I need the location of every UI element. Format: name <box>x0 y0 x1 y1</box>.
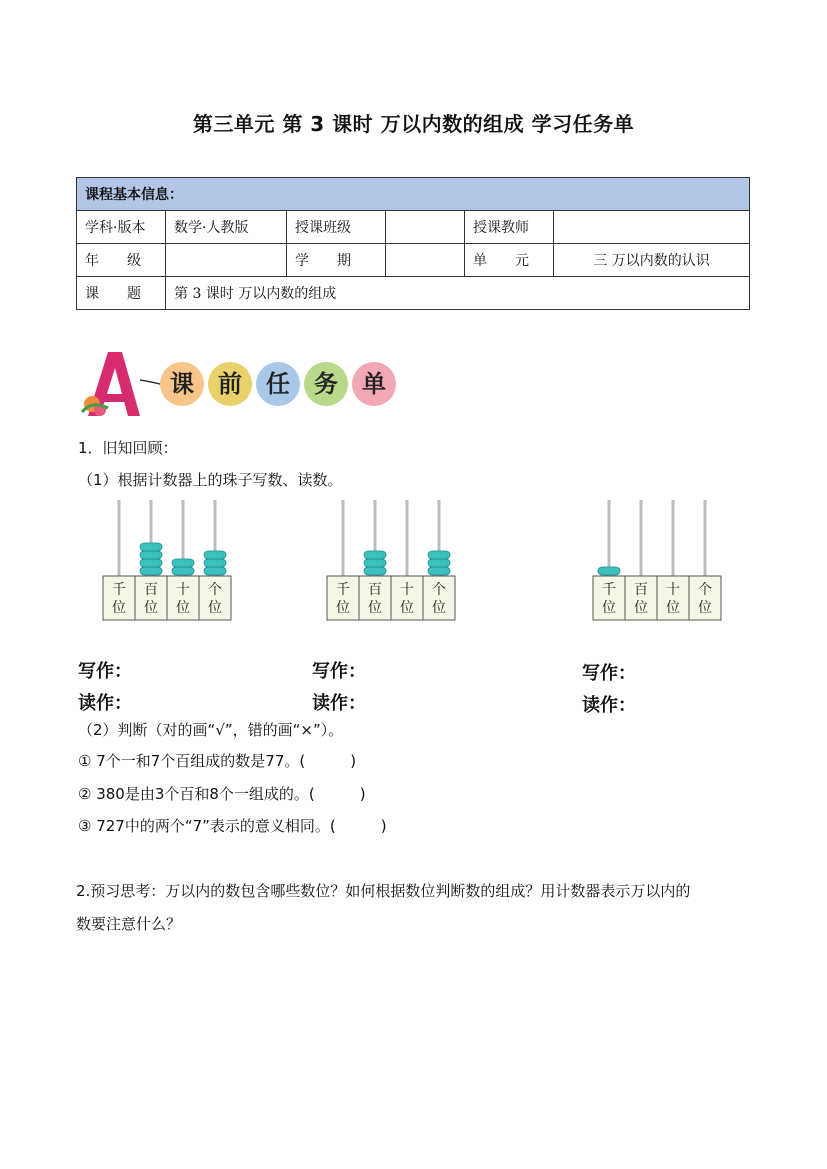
place-label-ones: 个 <box>698 582 712 598</box>
cell-subject-label: 学科·版本 <box>77 211 166 244</box>
abacus-bead-hundreds <box>140 559 162 567</box>
course-info-table <box>76 177 750 310</box>
place-label-hundreds: 位 <box>144 600 158 616</box>
read-label-2: 读作： <box>312 693 366 714</box>
cell-unit-value: 三 万以内数的认识 <box>554 244 750 277</box>
place-label-hundreds: 位 <box>634 600 648 616</box>
write-label-1: 写作： <box>78 661 132 682</box>
place-label-tens: 十 <box>666 582 680 598</box>
abacus-bead-ones <box>204 551 226 559</box>
cell-class-value <box>386 211 465 244</box>
place-label-tens: 位 <box>666 600 680 616</box>
cell-grade-value <box>166 244 287 277</box>
place-label-ones: 个 <box>432 582 446 598</box>
cell-class-label: 授课班级 <box>287 211 386 244</box>
cell-subject-value: 数学·人教版 <box>166 211 287 244</box>
abacus-bead-hundreds <box>364 567 386 575</box>
judge-item-1: ① 7个一和7个百组成的数是77。( ) <box>78 752 357 770</box>
table-header: 课程基本信息： <box>77 178 750 211</box>
place-label-thousands: 千 <box>112 582 126 598</box>
place-label-hundreds: 百 <box>144 582 158 598</box>
abacus-bead-ones <box>204 567 226 575</box>
letter-a-logo <box>78 350 168 420</box>
page-title: 第三单元 第 3 课时 万以内数的组成 学习任务单 <box>192 112 635 136</box>
cell-teacher-label: 授课教师 <box>465 211 554 244</box>
place-label-thousands: 位 <box>112 600 126 616</box>
abacus-bead-hundreds <box>140 567 162 575</box>
read-label-1: 读作： <box>78 693 132 714</box>
section1-heading: 1．旧知回顾： <box>78 439 178 457</box>
place-label-ones: 位 <box>208 600 222 616</box>
cell-term-value <box>386 244 465 277</box>
abacus-1 <box>102 498 232 624</box>
write-label-3: 写作： <box>582 663 636 684</box>
cell-unit-label: 单 元 <box>465 244 554 277</box>
abacus-3 <box>592 498 722 624</box>
abacus-2 <box>326 498 456 624</box>
banner-char-ke: 课 <box>160 362 204 406</box>
place-label-hundreds: 位 <box>368 600 382 616</box>
abacus-bead-hundreds <box>140 551 162 559</box>
judge-item-2: ② 380是由3个百和8个一组成的。( ) <box>78 785 366 803</box>
section2-line1: 2.预习思考：万以内的数包含哪些数位？如何根据数位判断数的组成？用计数器表示万以内的 <box>76 882 691 900</box>
place-label-thousands: 位 <box>336 600 350 616</box>
cell-term-label: 学 期 <box>287 244 386 277</box>
write-label-2: 写作： <box>312 661 366 682</box>
place-label-ones: 位 <box>432 600 446 616</box>
abacus-bead-ones <box>428 567 450 575</box>
place-label-tens: 十 <box>176 582 190 598</box>
abacus-bead-ones <box>204 559 226 567</box>
place-label-hundreds: 百 <box>368 582 382 598</box>
banner-char-ren: 任 <box>256 362 300 406</box>
place-label-ones: 位 <box>698 600 712 616</box>
banner-char-wu: 务 <box>304 362 348 406</box>
read-label-3: 读作： <box>582 695 636 716</box>
abacus-bead-thousands <box>598 567 620 575</box>
cell-topic-label: 课 题 <box>77 277 166 310</box>
abacus-bead-tens <box>172 567 194 575</box>
place-label-tens: 位 <box>400 600 414 616</box>
place-label-hundreds: 百 <box>634 582 648 598</box>
abacus-bead-tens <box>172 559 194 567</box>
place-label-ones: 个 <box>208 582 222 598</box>
abacus-bead-ones <box>428 551 450 559</box>
place-label-tens: 十 <box>400 582 414 598</box>
question1-prompt: （1）根据计数器上的珠子写数、读数。 <box>78 471 343 489</box>
abacus-bead-ones <box>428 559 450 567</box>
banner-char-dan: 单 <box>352 362 396 406</box>
section2-line2: 数要注意什么？ <box>76 915 182 933</box>
place-label-thousands: 千 <box>602 582 616 598</box>
cell-topic-value: 第 3 课时 万以内数的组成 <box>166 277 750 310</box>
question2-prompt: （2）判断（对的画“√”，错的画“×”）。 <box>78 721 344 739</box>
place-label-thousands: 位 <box>602 600 616 616</box>
cell-teacher-value <box>554 211 750 244</box>
abacus-bead-hundreds <box>364 559 386 567</box>
judge-item-3: ③ 727中的两个“7”表示的意义相同。( ) <box>78 817 387 835</box>
abacus-bead-hundreds <box>364 551 386 559</box>
place-label-thousands: 千 <box>336 582 350 598</box>
abacus-bead-hundreds <box>140 543 162 551</box>
banner-letter: A <box>78 350 79 351</box>
cell-grade-label: 年 级 <box>77 244 166 277</box>
banner-char-qian: 前 <box>208 362 252 406</box>
place-label-tens: 位 <box>176 600 190 616</box>
